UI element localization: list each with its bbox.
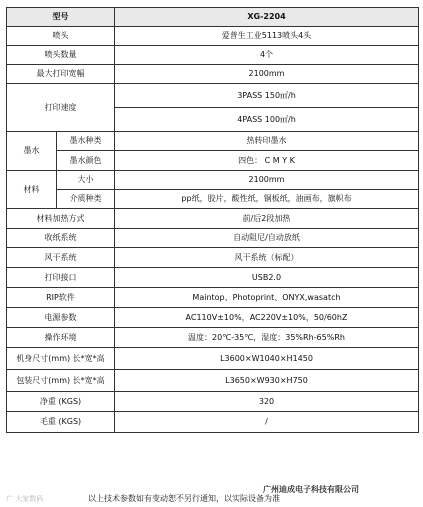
take-up-value: 自动阻尼/自动放纸 [115,229,419,248]
print-head-value: 爱普生工业5113喷头4头 [115,27,419,46]
table-row [7,308,419,328]
environment-value: 温度：20℃-35℃，湿度：35%Rh-65%Rh [115,328,419,348]
ink-color-value: 四色： C M Y K [115,151,419,171]
table-row [7,84,419,108]
max-print-width-value: 2100mm [115,65,419,84]
material-heating-label: 材料加热方式 [7,209,115,229]
environment-label: 操作环境 [7,328,115,348]
rip-label: RIP软件 [7,288,115,308]
print-speed-value-2: 4PASS 100㎡/h [115,108,419,132]
spec-table [6,7,419,433]
table-row [7,8,419,27]
table-row [7,190,419,209]
drying-label: 风干系统 [7,248,115,268]
gross-weight-value: / [115,412,419,433]
table-row [7,65,419,84]
material-size-value: 2100mm [115,171,419,190]
package-size-value: L3650×W930×H750 [115,370,419,392]
table-row [7,348,419,370]
watermark-right: 广州迪成电子科技有限公司 [263,485,359,494]
gross-weight-label: 毛重 (KGS) [7,412,115,433]
take-up-label: 收纸系统 [7,229,115,248]
table-row [7,392,419,412]
footer [0,485,423,505]
table-row [7,288,419,308]
table-row [7,46,419,65]
material-heating-value: 前/后2段加热 [115,209,419,229]
table-row [7,412,419,433]
print-speed-value-1: 3PASS 150㎡/h [115,84,419,108]
head-count-value: 4个 [115,46,419,65]
power-value: AC110V±10%，AC220V±10%，50/60hZ [115,308,419,328]
ink-type-label: 墨水种类 [57,132,115,151]
table-row [7,151,419,171]
material-label: 材料 [7,171,57,209]
table-row [7,209,419,229]
net-weight-value: 320 [115,392,419,412]
material-media-value: pp纸，胶片，酸性纸，铜板纸，油画布，旗帜布 [115,190,419,209]
machine-size-value: L3600×W1040×H1450 [115,348,419,370]
drying-value: 风干系统（标配） [115,248,419,268]
max-print-width-label: 最大打印宽幅 [7,65,115,84]
table-row [7,171,419,190]
table-row [7,268,419,288]
machine-size-label: 机身尺寸(mm) 长*宽*高 [7,348,115,370]
package-size-label: 包装尺寸(mm) 长*宽*高 [7,370,115,392]
material-size-label: 大小 [57,171,115,190]
table-row [7,229,419,248]
table-row [7,132,419,151]
footer-note: 以上技术参数如有变动恕不另行通知，以实际设备为准 [88,494,280,503]
table-row [7,370,419,392]
rip-value: Maintop、Photoprint、ONYX,wasatch [115,288,419,308]
ink-label: 墨水 [7,132,57,171]
watermark-left: 广 大家数码 [6,495,44,503]
material-media-label: 介质种类 [57,190,115,209]
ink-color-label: 墨水颜色 [57,151,115,171]
interface-label: 打印接口 [7,268,115,288]
table-row [7,248,419,268]
table-row [7,328,419,348]
ink-type-value: 热转印墨水 [115,132,419,151]
power-label: 电源参数 [7,308,115,328]
model-label: 型号 [7,8,115,27]
print-speed-label: 打印速度 [7,84,115,132]
head-count-label: 喷头数量 [7,46,115,65]
interface-value: USB2.0 [115,268,419,288]
net-weight-label: 净重 (KGS) [7,392,115,412]
table-row [7,27,419,46]
print-head-label: 喷头 [7,27,115,46]
model-value: XG-2204 [115,8,419,27]
